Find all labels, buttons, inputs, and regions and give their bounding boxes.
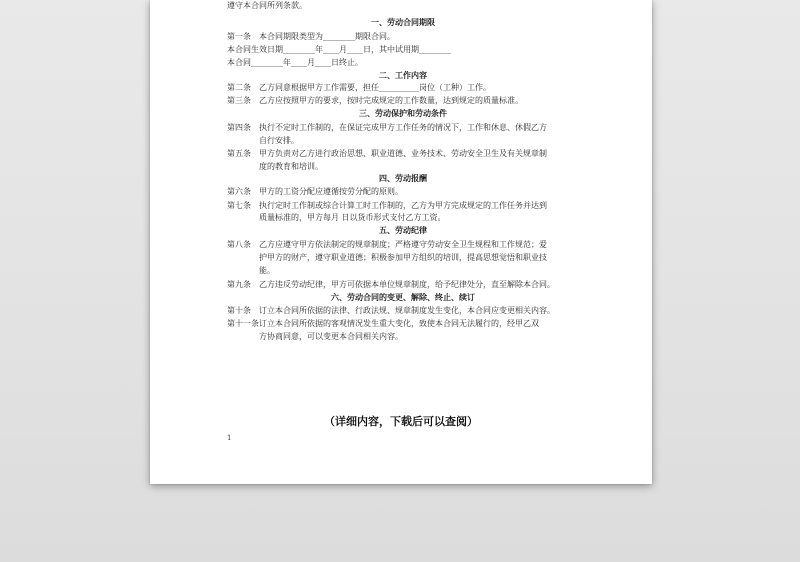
- section-heading-term: 一、劳动合同期限: [371, 18, 435, 27]
- clause-line: [227, 83, 579, 93]
- clause-text: 能。: [259, 266, 275, 275]
- clause-line: [227, 280, 579, 290]
- clause-line: [227, 306, 579, 316]
- clause-label: 第八条: [227, 240, 251, 249]
- clause-line: [227, 96, 579, 106]
- clause-text: 甲方负责对乙方进行政治思想、职业道德、业务技术、劳动安全卫生及有关规章制: [259, 149, 547, 158]
- clause-label: 第二条: [227, 83, 251, 92]
- section-heading-discipline: 五、劳动纪律: [379, 226, 427, 235]
- clause-line: [227, 319, 579, 329]
- clause-line: [227, 332, 611, 342]
- clause-line: [227, 253, 611, 263]
- clause-text: 自行安排。: [259, 136, 299, 145]
- clause-line: [227, 123, 579, 133]
- clause-line: [227, 187, 579, 197]
- document-page: [150, 0, 652, 484]
- section-heading-protection: 三、劳动保护和劳动条件: [359, 109, 447, 118]
- section-heading-pay: 四、劳动报酬: [379, 174, 427, 183]
- download-note: （详细内容，下载后可以查阅）: [324, 415, 478, 428]
- clause-line: [227, 213, 611, 223]
- intro-text: 遵守本合同所列条款。: [227, 1, 307, 10]
- clause-label: 第七条: [227, 201, 251, 210]
- clause-label: 第一条: [227, 32, 251, 41]
- clause-label: 第十条: [227, 306, 251, 315]
- clause-line: [227, 136, 611, 146]
- clause-text: 乙方应遵守甲方依法制定的规章制度；严格遵守劳动安全卫生规程和工作规范；爱: [259, 240, 547, 249]
- page-number: 1: [227, 434, 232, 442]
- clause-label: 第九条: [227, 280, 251, 289]
- clause-text: 乙方违反劳动纪律，甲方可依据本单位规章制度，给予纪律处分，直至解除本合同。: [259, 280, 555, 289]
- clause-line: [227, 32, 579, 42]
- clause-text: 本合同________年____月____日终止。: [227, 58, 363, 67]
- clause-text: 订立本合同所依据的法律、行政法规、规章制度发生变化，本合同应变更相关内容。: [259, 306, 555, 315]
- clause-text: 执行定时工作制或综合计算工时工作制的，乙方为甲方完成规定的工作任务并达到: [259, 201, 547, 210]
- clause-text: 订立本合同所依据的客观情况发生重大变化，致使本合同无法履行的，经甲乙双: [259, 319, 539, 328]
- clause-text: 乙方同意根据甲方工作需要，担任__________岗位（工种）工作。: [259, 83, 491, 92]
- clause-text: 乙方应按照甲方的要求，按时完成规定的工作数量，达到规定的质量标准。: [259, 96, 523, 105]
- clause-line: [227, 266, 611, 276]
- clause-label: 第五条: [227, 149, 251, 158]
- clause-text: 度的教育和培训。: [259, 162, 323, 171]
- clause-label: 第六条: [227, 187, 251, 196]
- clause-text: 护甲方的财产，遵守职业道德；积极参加甲方组织的培训，提高思想觉悟和职业技: [259, 253, 547, 262]
- clause-text: 执行不定时工作制的，在保证完成甲方工作任务的情况下，工作和休息、休假乙方: [259, 123, 547, 132]
- section-heading-work: 二、工作内容: [379, 71, 427, 80]
- clause-text: 本合同生效日期________年____月____日，其中试用期________: [227, 45, 451, 54]
- clause-label: 第三条: [227, 96, 251, 105]
- clause-label: 第四条: [227, 123, 251, 132]
- clause-line: [227, 162, 611, 172]
- clause-text: 质量标准的，甲方每月 日以货币形式支付乙方工资。: [259, 213, 446, 222]
- section-heading-changes: 六、劳动合同的变更、解除、终止、续订: [331, 293, 475, 302]
- clause-line: [227, 58, 579, 68]
- clause-line: [227, 45, 579, 55]
- clause-line: [227, 240, 579, 250]
- clause-label: 第十一条: [227, 319, 259, 328]
- clause-line: [227, 201, 579, 211]
- clause-text: 方协商同意，可以变更本合同相关内容。: [259, 332, 403, 341]
- clause-line: [227, 149, 579, 159]
- clause-text: 本合同期限类型为________期限合同。: [259, 32, 395, 41]
- clause-text: 甲方的工资分配应遵循按劳分配的原则。: [259, 187, 403, 196]
